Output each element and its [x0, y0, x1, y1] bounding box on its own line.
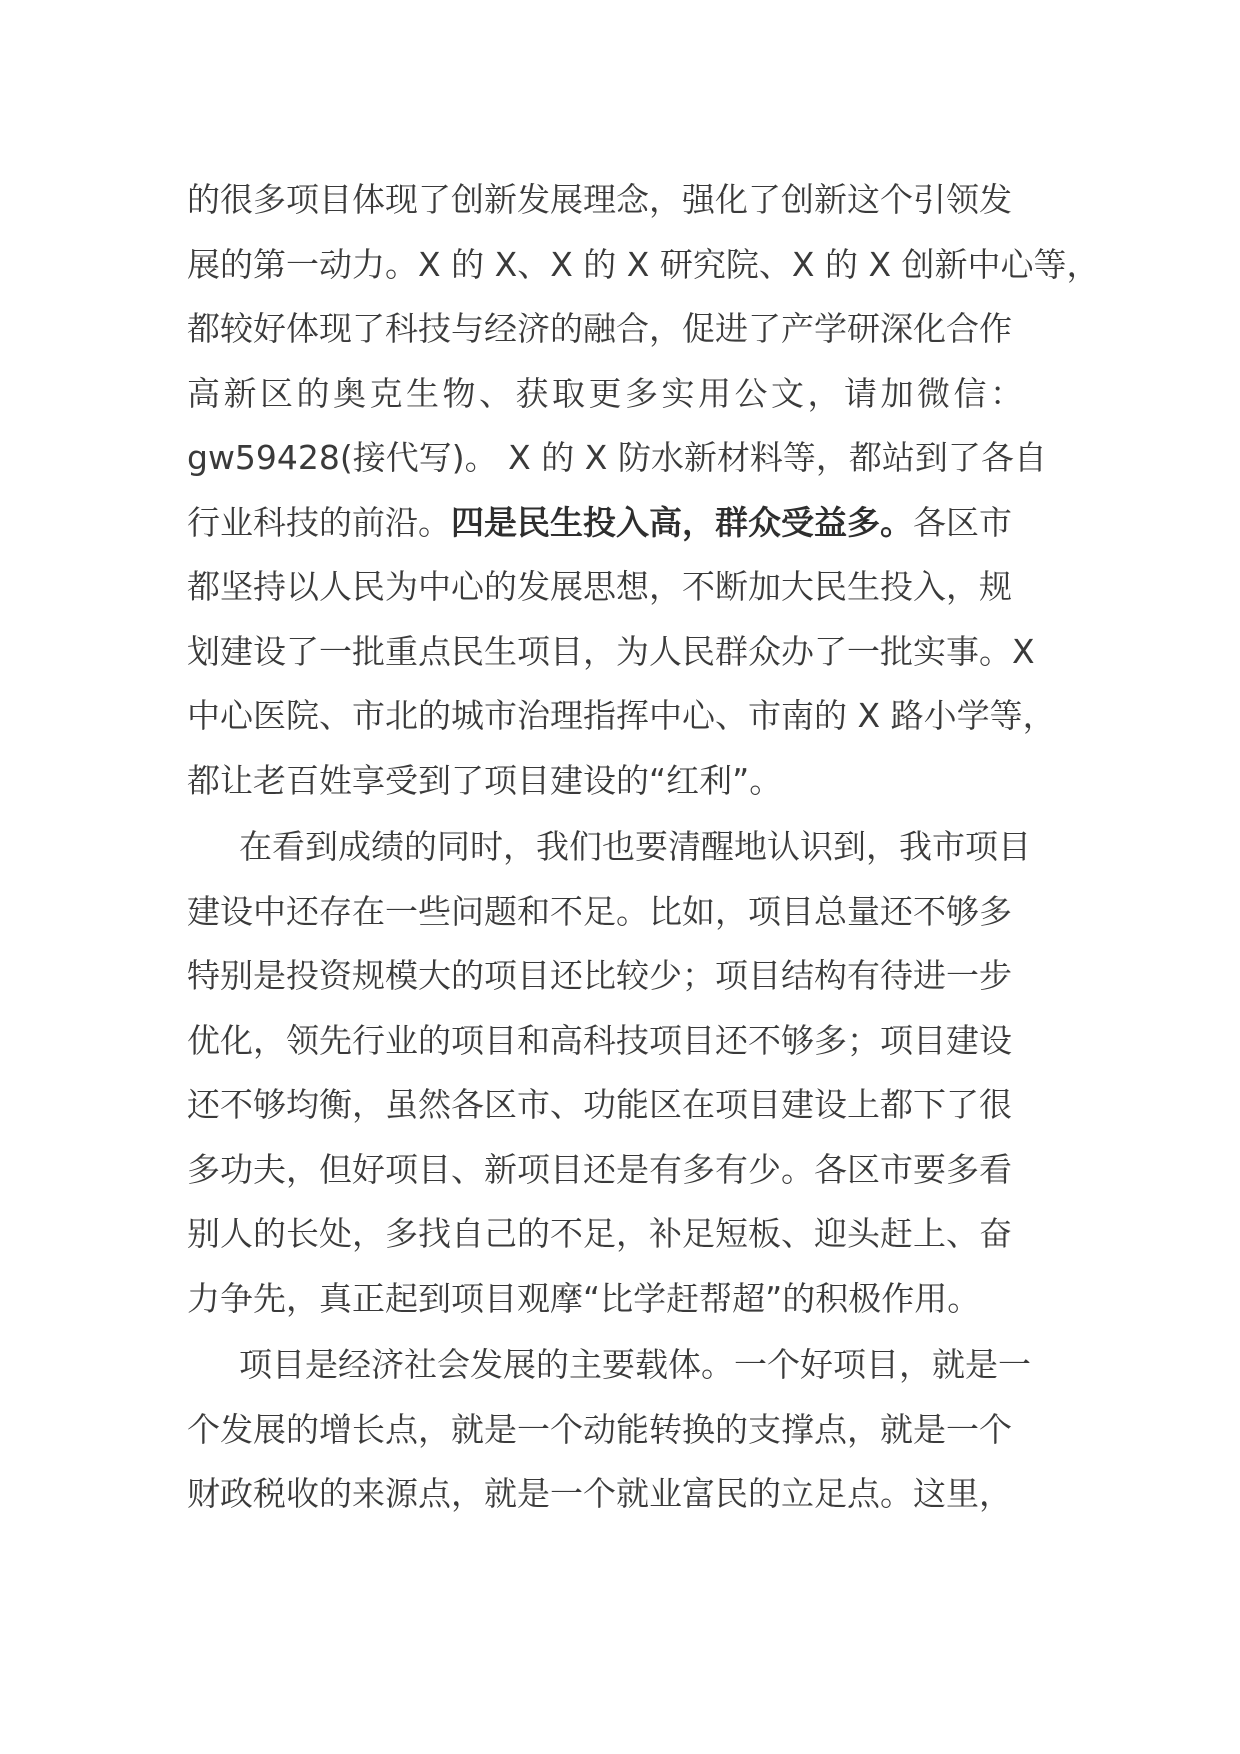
text-line: 多功夫，但好项目、新项目还是有多有少。各区市要多看 — [187, 1149, 1012, 1189]
paragraph-2 — [187, 815, 1067, 1331]
text-line: gw59428(接代写)。 X 的 X 防水新材料等，都站到了各自 — [187, 438, 1047, 477]
text-line: 划建设了一批重点民生项目，为人民群众办了一批实事。X — [187, 631, 1035, 671]
text-line: 个发展的增长点，就是一个动能转换的支撑点，就是一个 — [187, 1409, 1012, 1449]
text-fragment: 各区市 — [913, 502, 1012, 542]
text-line: 都坚持以人民为中心的发展思想，不断加大民生投入，规 — [187, 567, 1012, 606]
text-line: 财政税收的来源点，就是一个就业富民的立足点。这里， — [187, 1474, 1012, 1513]
text-line-with-bold — [187, 491, 1067, 556]
text-line: 还不够均衡，虽然各区市、功能区在项目建设上都下了很 — [187, 1085, 1012, 1124]
text-line: 项目是经济社会发展的主要载体。一个好项目，就是一 — [239, 1345, 1031, 1384]
text-line: 特别是投资规模大的项目还比较少；项目结构有待进一步 — [187, 956, 1012, 995]
text-line: 都较好体现了科技与经济的融合，促进了产学研深化合作 — [187, 309, 1012, 348]
body-text — [187, 168, 1100, 1527]
text-line: 高新区的奥克生物、获取更多实用公文，请加微信： — [187, 373, 1027, 413]
bold-heading: 四是民生投入高，群众受益多。 — [451, 502, 913, 542]
paragraph-3 — [187, 1333, 1067, 1527]
text-line: 都让老百姓享受到了项目建设的“红利”。 — [187, 760, 783, 800]
text-line: 优化，领先行业的项目和高科技项目还不够多；项目建设 — [187, 1020, 1012, 1060]
text-line: 中心医院、市北的城市治理指挥中心、市南的 X 路小学等， — [187, 696, 1056, 735]
text-line: 建设中还存在一些问题和不足。比如，项目总量还不够多 — [187, 891, 1012, 931]
text-line: 的很多项目体现了创新发展理念，强化了创新这个引领发 — [187, 180, 1012, 219]
text-fragment: 行业科技的前沿。 — [187, 502, 451, 542]
text-line: 在看到成绩的同时，我们也要清醒地认识到，我市项目 — [239, 827, 1031, 866]
text-line: 力争先，真正起到项目观摩“比学赶帮超”的积极作用。 — [187, 1278, 981, 1318]
text-line: 展的第一动力。X 的 X、X 的 X 研究院、X 的 X 创新中心等， — [187, 244, 1100, 284]
text-line: 别人的长处，多找自己的不足，补足短板、迎头赶上、奋 — [187, 1214, 1012, 1253]
paragraph-1 — [187, 168, 1100, 813]
